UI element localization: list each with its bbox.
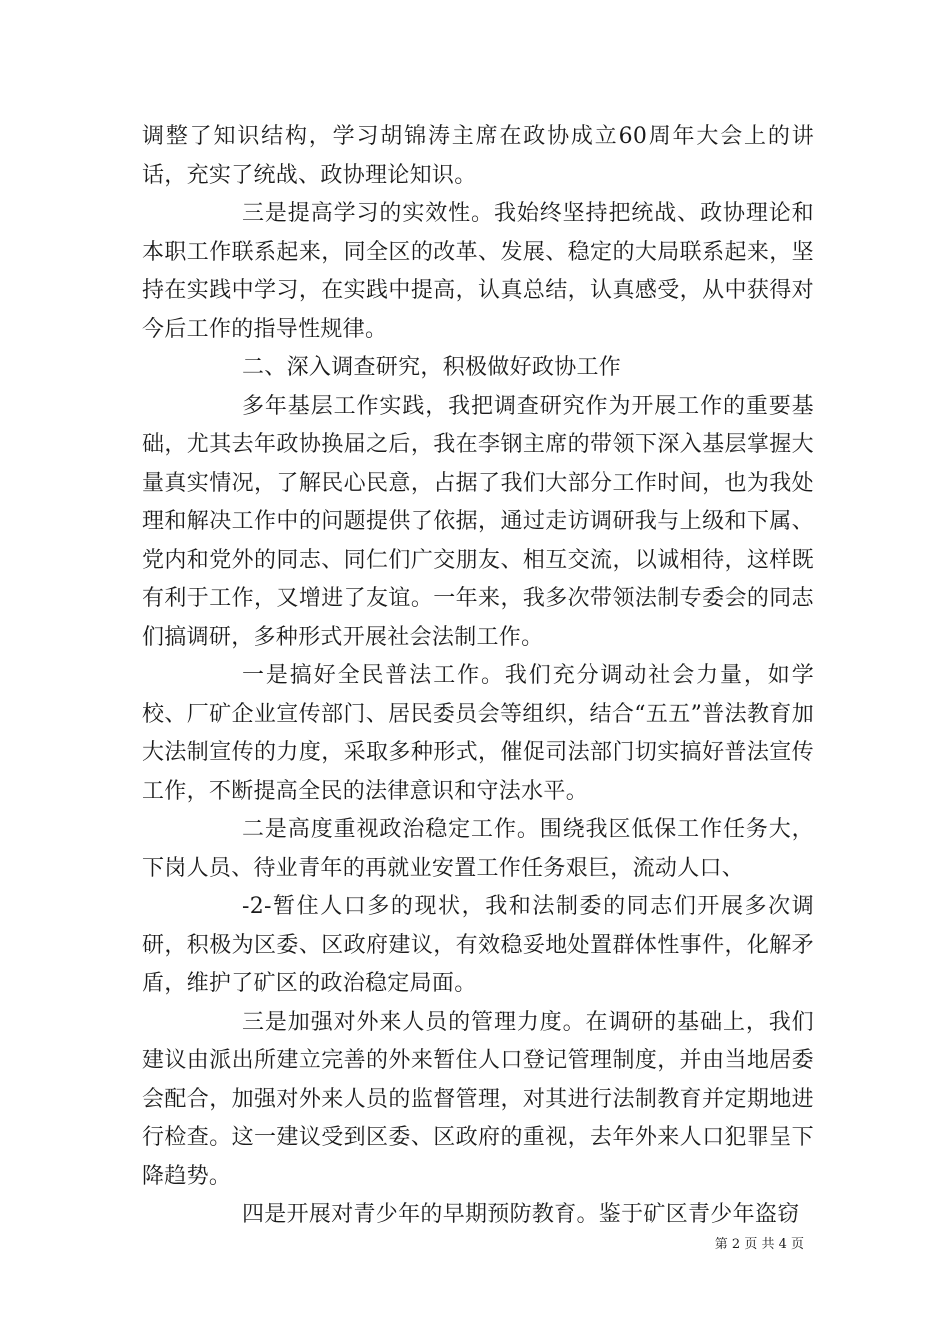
paragraph-political-stability-cont: -2-暂住人口多的现状，我和法制委的同志们开展多次调研，积极为区委、区政府建议，有效稳妥地处置群体性事件，化解矛盾，维护了矿区的政治稳定局面。 [142, 894, 814, 996]
paragraph-research-practice: 多年基层工作实践，我把调查研究作为开展工作的重要基础，尤其去年政协换届之后，我在李钢主席的带领下深入基层掌握大量真实情况，了解民心民意，占据了我们大部分工作时间，也为我处理和解决工作中的问题提供了依据，通过走访调研我与上级和下属、党内和党外的同志、同仁们广交朋友、相互交流，以诚相待，这样既有利于工作，又增进了友谊。一年来，我多次带领法制专委会的同志们搞调研，多种形式开展社会法制工作。 [142, 393, 814, 650]
page-number-footer: 第 2 页 共 4 页 [714, 1237, 804, 1252]
paragraph-legal-education: 一是搞好全民普法工作。我们充分调动社会力量，如学校、厂矿企业宣传部门、居民委员会等组织，结合“五五”普法教育加大法制宣传的力度，采取多种形式，催促司法部门切实搞好普法宣传工作，不断提高全民的法律意识和守法水平。 [142, 663, 814, 804]
document-body [142, 118, 814, 1235]
paragraph-political-stability: 二是高度重视政治稳定工作。围绕我区低保工作任务大，下岗人员、待业青年的再就业安置工作任务艰巨，流动人口、 [142, 817, 814, 881]
paragraph-migrant-management: 三是加强对外来人员的管理力度。在调研的基础上，我们建议由派出所建立完善的外来暂住人口登记管理制度，并由当地居委会配合，加强对外来人员的监督管理，对其进行法制教育并定期地进行检查。这一建议受到区委、区政府的重视，去年外来人口犯罪呈下降趋势。 [142, 1009, 814, 1189]
section-heading-research: 二、深入调查研究，积极做好政协工作 [242, 355, 622, 380]
paragraph-youth-prevention: 四是开展对青少年的早期预防教育。鉴于矿区青少年盗窃 [242, 1202, 800, 1227]
paragraph-continuation: 调整了知识结构，学习胡锦涛主席在政协成立60周年大会上的讲话，充实了统战、政协理论知识。 [142, 124, 814, 188]
paragraph-study-effectiveness: 三是提高学习的实效性。我始终坚持把统战、政协理论和本职工作联系起来，同全区的改革、发展、稳定的大局联系起来，坚持在实践中学习，在实践中提高，认真总结，认真感受，从中获得对今后工作的指导性规律。 [142, 201, 814, 342]
